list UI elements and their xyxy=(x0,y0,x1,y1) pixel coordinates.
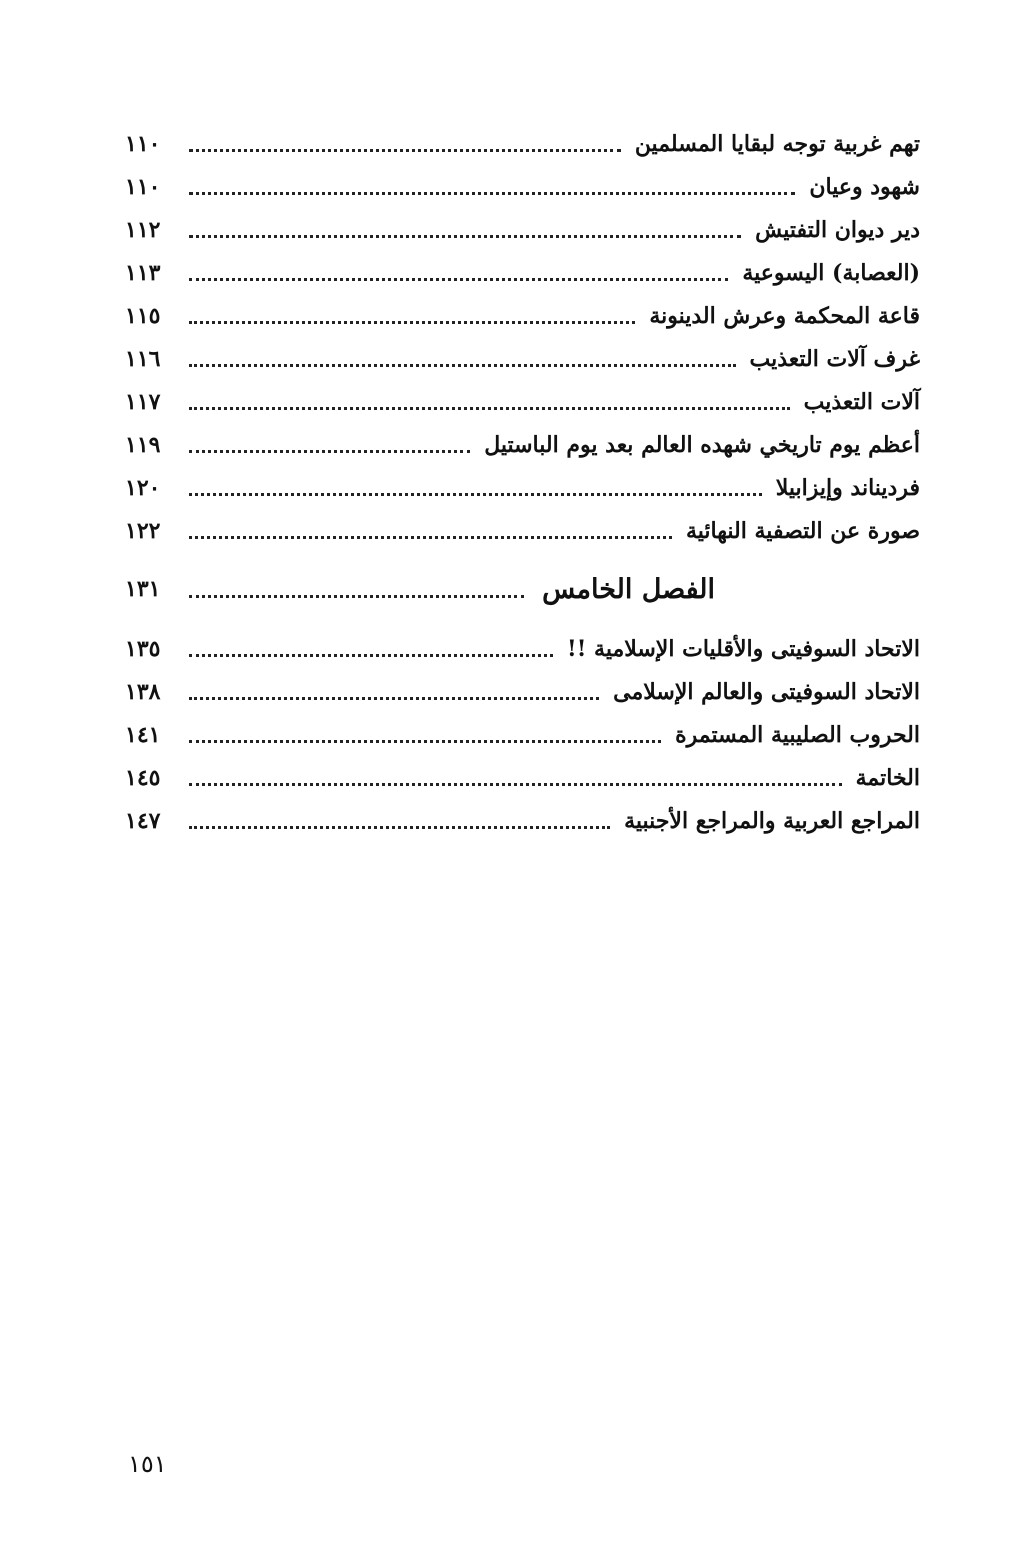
toc-entry xyxy=(125,756,920,799)
toc-entry xyxy=(125,165,920,208)
toc-entry-title: الاتحاد السوفيتى والعالم الإسلامى xyxy=(613,678,920,705)
dot-leader xyxy=(189,595,524,598)
toc-entry-page: ١٢٠ xyxy=(125,474,161,501)
toc-entry-title: المراجع العربية والمراجع الأجنبية xyxy=(624,807,920,834)
page-number: ١٥١ xyxy=(128,1450,167,1478)
toc-entry-title: قاعة المحكمة وعرش الدينونة xyxy=(649,302,920,329)
dot-leader xyxy=(189,536,672,539)
toc-entry xyxy=(125,294,920,337)
toc-entry-page: ١٤٧ xyxy=(125,807,161,834)
dot-leader xyxy=(189,321,635,324)
dot-leader xyxy=(189,364,736,367)
toc-entry-title: غرف آلات التعذيب xyxy=(749,345,920,372)
dot-leader xyxy=(189,826,610,829)
toc-entry-page: ١٣٥ xyxy=(125,635,161,662)
toc-entry-page: ١١٧ xyxy=(125,388,161,415)
dot-leader xyxy=(189,654,553,657)
toc-entry-page: ١٤١ xyxy=(125,721,161,748)
toc-entry xyxy=(125,337,920,380)
chapter-page: ١٣١ xyxy=(125,576,161,602)
dot-leader xyxy=(189,278,728,281)
toc-entry-title: آلات التعذيب xyxy=(803,388,920,415)
toc-entry xyxy=(125,208,920,251)
toc-entry-title: (العصابة) اليسوعية xyxy=(742,259,920,286)
dot-leader xyxy=(189,493,762,496)
toc-entry-title: الخاتمة xyxy=(855,764,920,791)
toc-entry xyxy=(125,799,920,842)
toc-entry-title: شهود وعيان xyxy=(809,173,920,200)
dot-leader xyxy=(189,697,599,700)
toc-entry-title: أعظم يوم تاريخي شهده العالم بعد يوم الباستيل xyxy=(484,431,920,458)
dot-leader xyxy=(189,192,795,195)
dot-leader xyxy=(189,235,741,238)
dot-leader xyxy=(189,450,470,453)
toc-entry-title: صورة عن التصفية النهائية xyxy=(686,517,920,544)
dot-leader xyxy=(189,740,661,743)
toc-entry-page: ١٣٨ xyxy=(125,678,161,705)
dot-leader xyxy=(189,783,842,786)
table-of-contents xyxy=(125,122,920,842)
chapter-title: الفصل الخامس xyxy=(542,573,715,605)
toc-entry-page: ١١٣ xyxy=(125,259,161,286)
toc-entry-title: دير ديوان التفتيش xyxy=(755,216,920,243)
toc-entry-page: ١١٠ xyxy=(125,130,161,157)
toc-entry-page: ١٢٢ xyxy=(125,517,161,544)
toc-entry-title: الاتحاد السوفيتى والأقليات الإسلامية !! xyxy=(567,635,920,662)
toc-entry-page: ١١٢ xyxy=(125,216,161,243)
toc-entry xyxy=(125,627,920,670)
toc-chapter-heading xyxy=(125,559,920,619)
toc-entry-page: ١١٦ xyxy=(125,345,161,372)
toc-entry xyxy=(125,466,920,509)
toc-entry-page: ١١٥ xyxy=(125,302,161,329)
dot-leader xyxy=(189,407,790,410)
toc-entry xyxy=(125,713,920,756)
toc-entry xyxy=(125,380,920,423)
toc-entry-page: ١١٠ xyxy=(125,173,161,200)
dot-leader xyxy=(189,149,621,152)
toc-entry xyxy=(125,251,920,294)
toc-entry-page: ١٤٥ xyxy=(125,764,161,791)
toc-entry-page: ١١٩ xyxy=(125,431,161,458)
toc-entry-title: فرديناند وإيزابيلا xyxy=(775,474,920,501)
toc-entry xyxy=(125,423,920,466)
toc-entry xyxy=(125,670,920,713)
toc-entry xyxy=(125,509,920,552)
toc-entry-title: الحروب الصليبية المستمرة xyxy=(675,721,920,748)
toc-entry-title: تهم غربية توجه لبقايا المسلمين xyxy=(634,130,920,157)
toc-entry xyxy=(125,122,920,165)
